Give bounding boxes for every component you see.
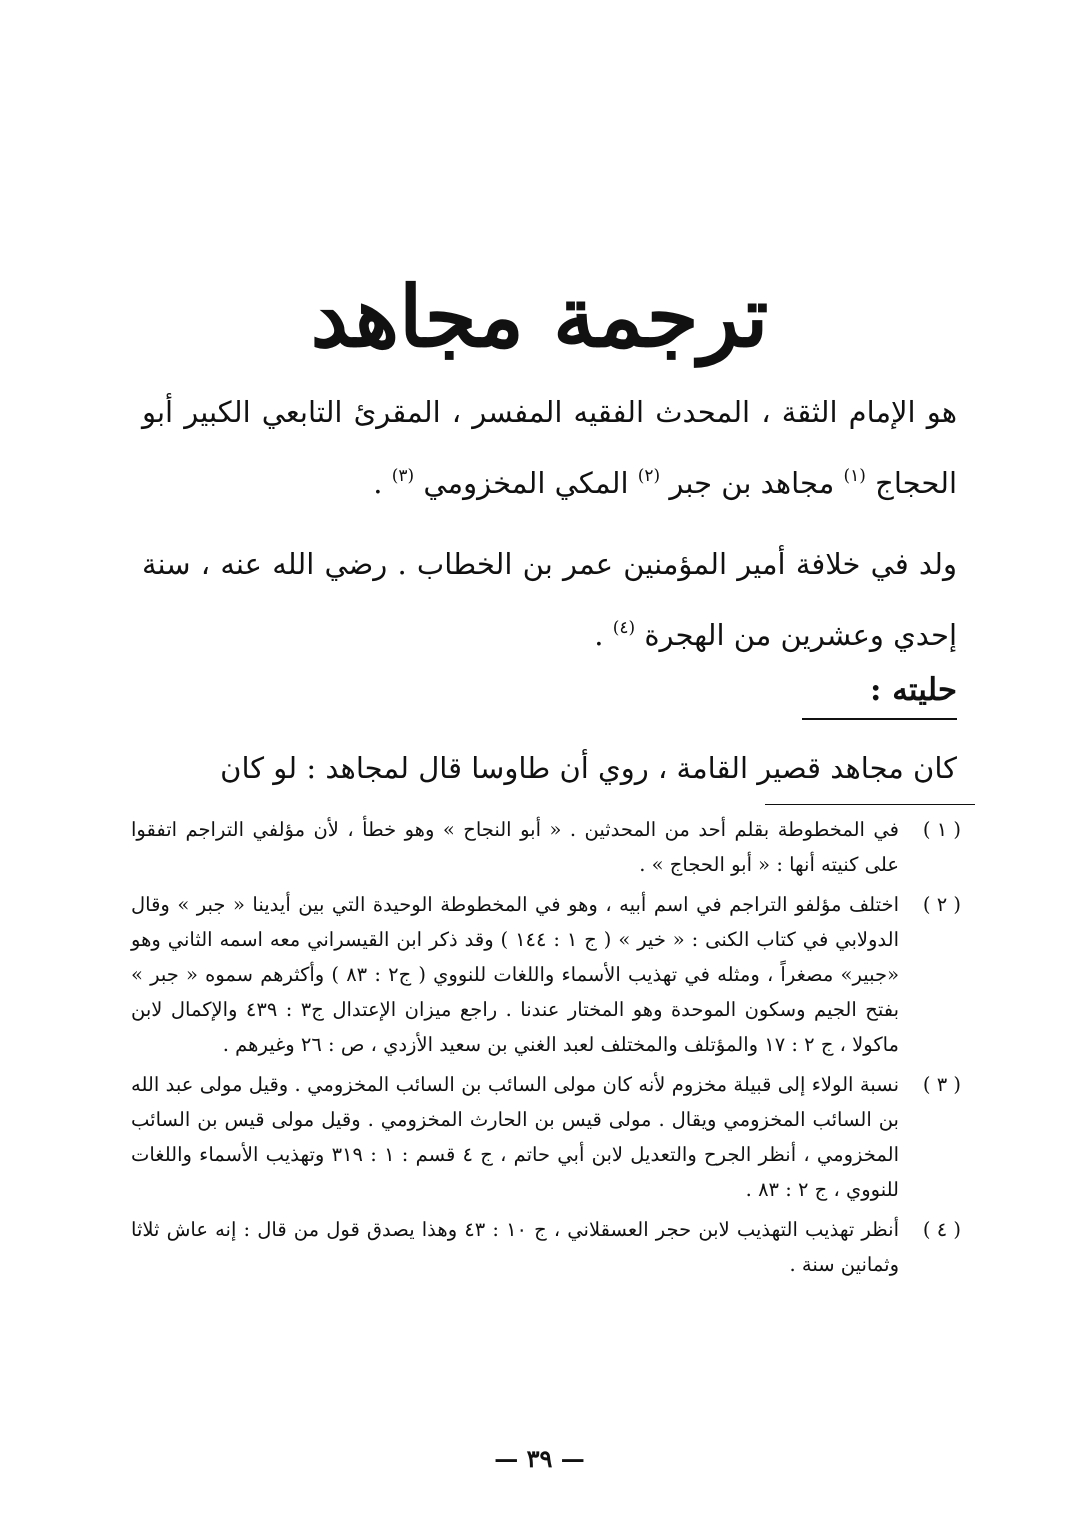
intro-text-a: هو الإمام الثقة ، المحدث الفقيه المفسر ، المقرئ التابعي الكبير أبو الحجاج bbox=[142, 395, 957, 500]
page-number: — ٣٩ — bbox=[494, 1444, 585, 1473]
footnote-number: ( ٢ ) bbox=[922, 893, 961, 916]
footnote-ref-1[interactable]: (١) bbox=[843, 466, 866, 486]
footnote-divider bbox=[765, 804, 975, 805]
page-title: ترجمة مجاهد bbox=[310, 267, 769, 366]
footnote-number: ( ١ ) bbox=[922, 818, 961, 841]
section-heading: حليته : bbox=[802, 662, 957, 720]
footnote-number: ( ٣ ) bbox=[922, 1073, 961, 1096]
description-paragraph: كان مجاهد قصير القامة ، روي أن طاوسا قال لمجاهد : لو كان bbox=[220, 751, 957, 785]
footnote-text: اختلف مؤلفو التراجم في اسم أبيه ، وهو في المخطوطة الوحيدة التي بين أيدينا « جبر » وقال الدولابي في كتاب الكنى : « خير » ( ج ١ : ١٤٤ ) وقد ذكر ابن القيسراني معه اسمه الثاني وهو «جبير» مصغراً ، ومثله في تهذيب الأسماء واللغات للنووي ( ج٢ : ٨٣ ) وأكثرهم سموه « جبر » بفتح الجيم وسكون الموحدة وهو المختار عندنا . راجع ميزان الإعتدال ج٣ : ٤٣٩ والإكمال لابن ماكولا ، ج ٢ : ١٧ والمؤتلف والمختلف لعبد الغني بن سعيد الأزدي ، ص : ٢٦ وغيرهم . bbox=[131, 893, 900, 1056]
footnotes bbox=[131, 812, 961, 1287]
footnote-ref-2[interactable]: (٢) bbox=[637, 466, 661, 486]
intro-text-b: مجاهد بن جبر bbox=[660, 466, 844, 500]
footnote-item bbox=[131, 1212, 961, 1282]
footnote-number: ( ٤ ) bbox=[922, 1218, 961, 1241]
footnote-ref-4[interactable]: (٤) bbox=[612, 618, 636, 638]
footnote-item bbox=[131, 1067, 961, 1207]
footnote-item bbox=[131, 812, 961, 882]
intro-text-c: المكي المخزومي bbox=[414, 466, 638, 500]
intro-paragraph bbox=[142, 380, 957, 515]
intro-text-d: . bbox=[373, 466, 392, 500]
footnote-text: أنظر تهذيب التهذيب لابن حجر العسقلاني ، ج ١٠ : ٤٣ وهذا يصدق قول من قال : إنه عاش ثلاثا وثمانين سنة . bbox=[131, 1218, 899, 1276]
birth-paragraph bbox=[142, 532, 957, 667]
footnote-ref-3[interactable]: (٣) bbox=[391, 466, 415, 486]
birth-text-a: ولد في خلافة أمير المؤمنين عمر بن الخطاب . رضي الله عنه ، سنة إحدي وعشرين من الهجرة bbox=[142, 547, 957, 652]
footnote-item bbox=[131, 887, 961, 1062]
footnote-text: نسبة الولاء إلى قبيلة مخزوم لأنه كان مولى السائب بن السائب المخزومي . وقيل مولى عبد الله بن السائب المخزومي ويقال . مولى قيس بن الحارث المخزومي . وقيل مولى قيس بن السائب المخزومي ، أنظر الجرح والتعديل لابن أبي حاتم ، ج ٤ قسم : ١ : ٣١٩ وتهذيب الأسماء واللغات للنووي ، ج ٢ : ٨٣ . bbox=[131, 1073, 900, 1201]
footnote-text: في المخطوطة بقلم أحد من المحدثين . « أبو النجاح » وهو خطأ ، لأن مؤلفي التراجم اتفقوا على كنيته أنها : « أبو الحجاج » . bbox=[131, 818, 899, 876]
birth-text-b: . bbox=[594, 618, 613, 652]
